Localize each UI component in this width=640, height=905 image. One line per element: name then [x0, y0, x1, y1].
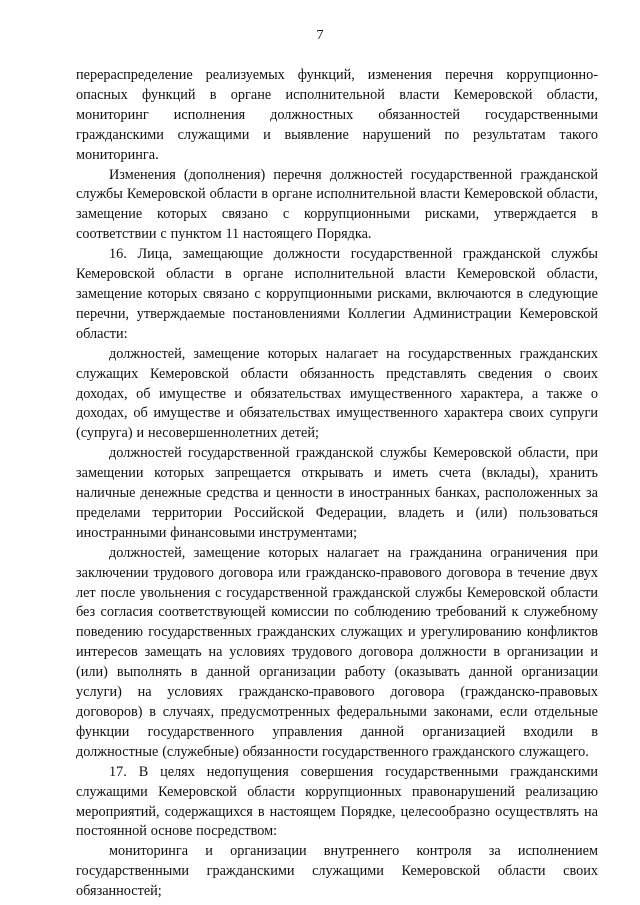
paragraph-changes: Изменения (дополнения) перечня должностей государственной гражданской службы Кемеровской области в органе исполнительной власти Кемеровской области, замещение которых связано с коррупционными рисками, утверждается в соответствии с пунктом 11 настоящего Порядка.	[76, 166, 598, 243]
paragraph-list-income-declaration: должностей, замещение которых налагает на государственных гражданских служащих Кемеровской области обязанность представлять сведения о своих доходах, об имуществе и обязательствах имущественного характера, а также о доходах, об имуществе и обязательствах имущественного характера своих супруги (супруга) и несовершеннолетних детей;	[76, 345, 598, 442]
paragraph-list-foreign-accounts: должностей государственной гражданской службы Кемеровской области, при замещении которых запрещается открывать и иметь счета (вклады), хранить наличные денежные средства и ценности в иностранных банках, расположенных за пределами территории Российской Федерации, владеть и (или) пользоваться иностранными финансовыми инструментами;	[76, 445, 598, 541]
paragraph-item-16: 16. Лица, замещающие должности государственной гражданской службы Кемеровской области в органе исполнительной власти Кемеровской области, замещение которых связано с коррупционными рисками, включаются в следующие перечни, утверждаемые постановлениями Коллегии Администрации Кемеровской области:	[76, 246, 598, 342]
paragraph-monitoring: мониторинга и организации внутреннего контроля за исполнением государственными гражданскими служащими Кемеровской области своих обязанностей;	[76, 843, 598, 900]
paragraph-item-17: 17. В целях недопущения совершения государственными гражданскими служащими Кемеровской области коррупционных правонарушений реализацию мероприятий, содержащихся в настоящем Порядке, целесообразно осуществлять на постоянной основе посредством:	[76, 763, 598, 840]
paragraph-list-employment-restrictions: должностей, замещение которых налагает на гражданина ограничения при заключении трудового договора или гражданско-правового договора в течение двух лет после увольнения с государственной гражданской службы Кемеровской области без согласия соответствующей комиссии по соблюдению требований к служебному поведению государственных гражданских служащих и урегулированию конфликтов интересов замещать на условиях трудового договора должности в организации и (или) выполнять в данной организации работу (оказывать данной организации услуги) на условиях гражданско-правового договора (гражданско-правовых договоров) в случаях, предусмотренных федеральными законами, если отдельные функции государственного управления данной организацией входили в должностные (служебные) обязанности государственного гражданского служащего.	[76, 544, 598, 760]
page-number: 7	[316, 28, 324, 43]
paragraph-continuation: перераспределение реализуемых функций, изменения перечня коррупционно-опасных функций в органе исполнительной власти Кемеровской области, мониторинг исполнения должностных обязанностей государственными гражданскими служащими и выявление нарушений по результатам такого мониторинга.	[76, 67, 598, 163]
document-body	[76, 66, 598, 902]
